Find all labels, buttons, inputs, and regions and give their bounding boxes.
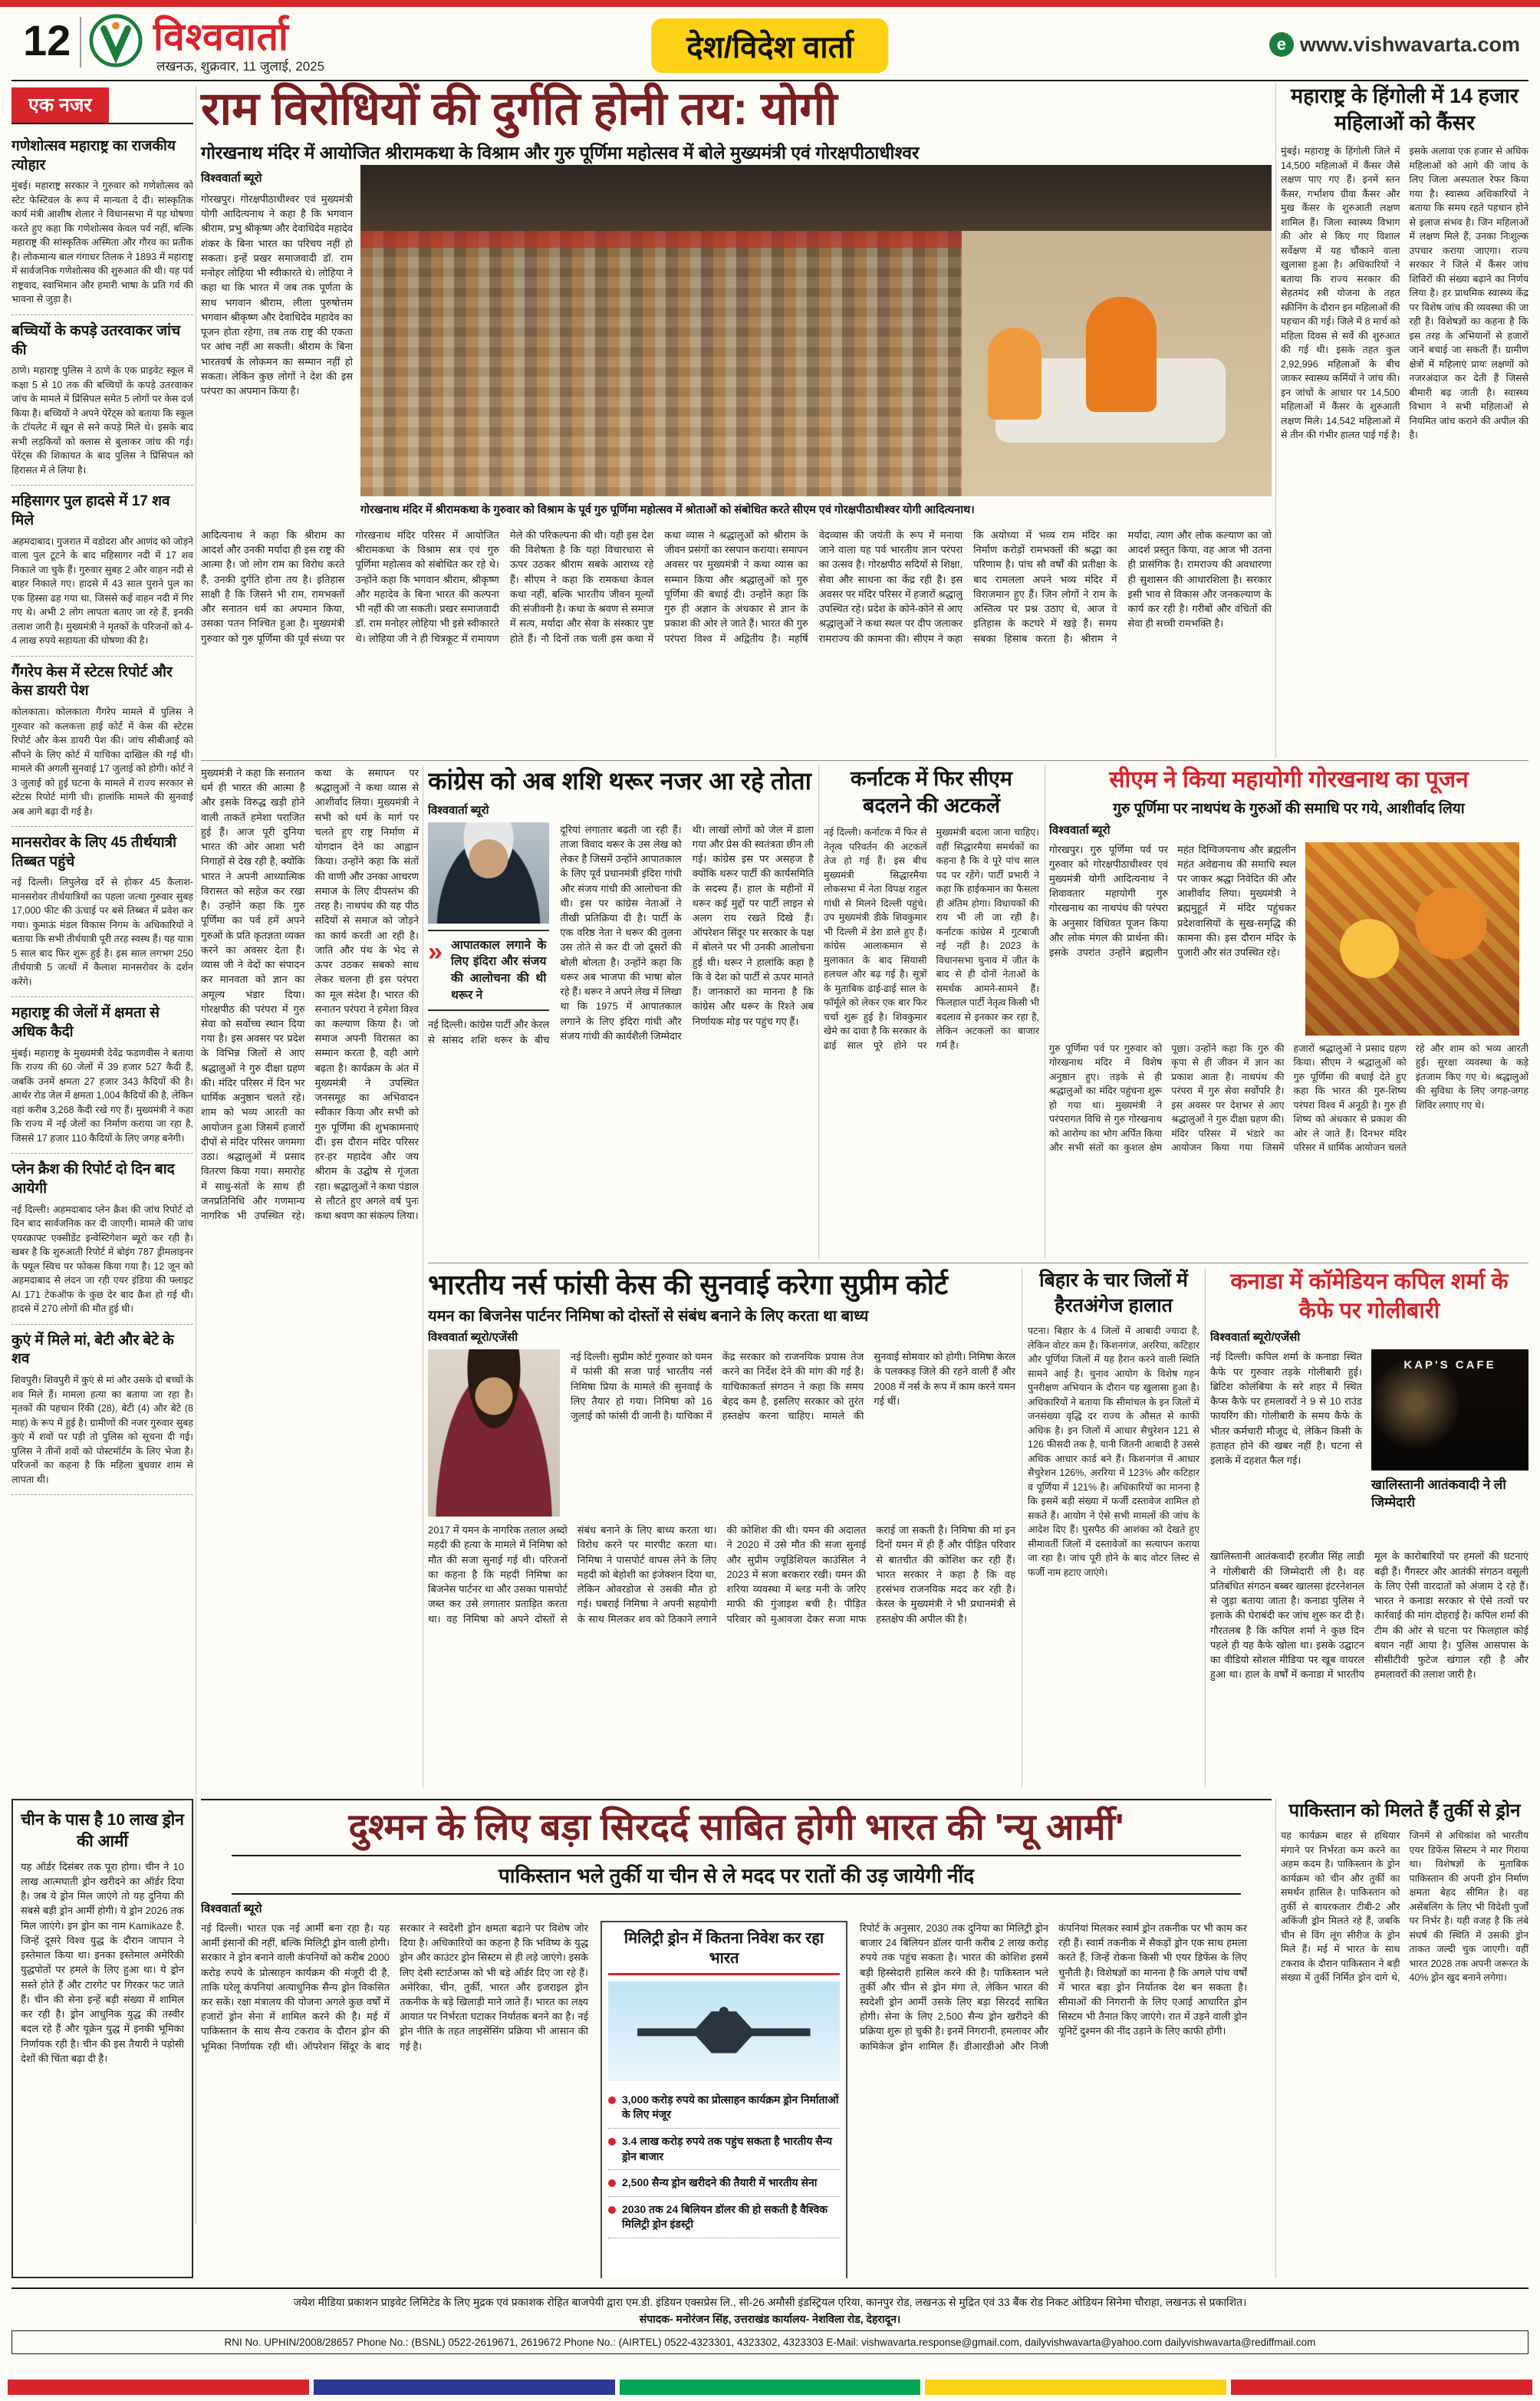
article-headline: कांग्रेस को अब शशि थरूर नजर आ रहे तोता [428,767,811,795]
article-body: 2017 में यमन के नागरिक तलाल अब्दो महदी की हत्या के मामले में निमिषा को मौत की सजा सुनाई गई थी। परिजनों का कहना है कि महदी निमिषा का बिजनेस पार्टनर था और उसका पासपोर्ट जब्त कर उसे लगातार प्रताड़ित करता था। वह निमिषा को अपने दोस्तों से संबंध बनाने के लिए बाध्य करता था। विरोध करने पर मारपीट करता था। निमिषा ने पासपोर्ट वापस लेने के लिए महदी को बेहोशी का इंजेक्शन दिया था, लेकिन ओवरडोज से उसकी मौत हो गई। घबराई निमिषा ने अपनी सहयोगी के साथ मिलकर शव को ठिकाने लगाने की कोशिश की थी। यमन की अदालत ने 2020 में उसे मौत की सजा सुनाई और सुप्रीम ज्यूडिशियल काउंसिल ने 2023 में सजा बरकरार रखी। यमन की शरिया व्यवस्था में ब्लड मनी के जरिए माफी की गुंजाइश बची है। पीड़ित परिवार को मुआवजा देकर सजा माफ कराई जा सकती है। निमिषा की मां इन दिनों यमन में ही हैं और पीड़ित परिवार से बातचीत की कोशिश कर रही हैं। भारत सरकार ने कहा है कि वह हरसंभव राजनयिक मदद कर रही है। केरल के मुख्यमंत्री ने भी प्रधानमंत्री से हस्तक्षेप की अपील की है। [428,1524,1015,1625]
rni-contact-box: RNI No. UPHIN/2008/28657 Phone No.: (BSNL) 0522-2619671, 2619672 Phone No.: (AIRTEL) 0522-4323301, 4323302, 4323303 E-Mail: vishwavarta.response@gmail.com, dailyvishwavarta@yahoo.com dailyvishwavarta@rediffmail.com [12,2330,1528,2354]
photo-saffron-figure [1086,297,1157,412]
article-body: पटना। बिहार के 4 जिलों में आबादी ज्यादा है, लेकिन वोटर कम हैं। किशनगंज, अररिया, कटिहार और पूर्णिया जिलों में यह हैरान करने वाली स्थिति सामने आई है। चुनाव आयोग के विशेष गहन पुनरीक्षण अभियान के दौरान यह खुलासा हुआ है। अधिकारियों ने बताया कि सीमांचल के इन जिलों में जनसंख्या वृद्धि दर राज्य के औसत से काफी अधिक है। इन जिलों में आधार सैचुरेशन 121 से 126 फीसदी तक है, यानी जितनी आबादी है उससे अधिक आधार कार्ड बने हैं। किशनगंज में आधार सैचुरेशन 126%, अररिया में 123% और कटिहार व पूर्णिया में 121% है। अधिकारियों का मानना है कि इसमें बड़ी संख्या में फर्जी दस्तावेज शामिल हो सकते हैं। आयोग ने ऐसे सभी मामलों की जांच के आदेश दिए हैं। घुसपैठ की आशंका को देखते हुए सीमावर्ती जिलों में दस्तावेजों का सत्यापन कराया जा रहा है। जांच पूरी होने के बाद वोटर लिस्ट से फर्जी नाम हटाए जाएंगे। [1028,1326,1199,1578]
article-headline: पाकिस्तान को मिलते हैं तुर्की से ड्रोन [1288,1800,1521,1821]
kapil-article [1210,1268,1528,1787]
article-subheadline: यमन का बिजनेस पार्टनर निमिषा को दोस्तों से संबंध बनाने के लिए करता था बाध्य [428,1308,869,1326]
news-body: नई दिल्ली। लिपुलेख दर्रे से होकर 45 कैलाश-मानसरोवर तीर्थयात्रियों का पहला जत्था गुरुवार सुबह 17,000 फीट की ऊंचाई पर बसे तिब्बत में प्रवेश कर गया। कुमाऊं मंडल विकास निगम के अधिकारियों ने बताया कि सभी तीर्थयात्री पूरी तरह स्वस्थ हैं। यह यात्रा 5 साल बाद फिर शुरू हुई है। इस साल लगभग 250 तीर्थयात्री 5 जत्थों में कैलाश मानसरोवर के दर्शन करेंगे। [12,877,193,987]
section-badge: देश/विदेश वार्ता [651,18,888,73]
sidebar-news-item [12,657,193,827]
article-body-right: रिपोर्ट के अनुसार, 2030 तक दुनिया का मिलिट्री ड्रोन बाजार 24 बिलियन डॉलर यानी करीब 2 लाख करोड़ रुपये तक पहुंच सकता है। भारत की कोशिश इसमें बड़ी हिस्सेदारी हासिल करने की है। पाकिस्तान भले तुर्की और चीन से ड्रोन मंगा ले, लेकिन भारत की स्वदेशी ड्रोन आर्मी उसके लिए बड़ा सिरदर्द साबित होगी। सेना के लिए 2,500 सैन्य ड्रोन खरीदने की प्रक्रिया शुरू हो चुकी है। इनमें निगरानी, हमलावर और कामिकेज ड्रोन शामिल हैं। डीआरडीओ और निजी कंपनियां मिलकर स्वार्म ड्रोन तकनीक पर भी काम कर रही हैं। स्वार्म तकनीक में सैकड़ों ड्रोन एक साथ हमला करते हैं, जिन्हें रोकना किसी भी एयर डिफेंस के लिए चुनौती है। विशेषज्ञों का मानना है कि अगले पांच वर्षों में भारत बड़ा ड्रोन निर्यातक देश बन सकता है। सीमाओं की निगरानी के लिए एआई आधारित ड्रोन सिस्टम भी तैनात किए जाएंगे। रात में उड़ने वाली ड्रोन यूनिटें दुश्मन की नींद उड़ाने के लिए काफी होंगी। [860,1922,1247,2052]
strip-segment [8,2380,309,2395]
masthead: विश्ववार्ता [153,15,289,58]
dateline: लखनऊ, शुक्रवार, 11 जुलाई, 2025 [156,59,325,74]
bullet-icon [608,2096,616,2104]
news-headline: प्लेन क्रैश की रिपोर्ट दो दिन बाद आयेगी [12,1161,175,1197]
sidebar-news-item [12,315,193,486]
lead-subheadline: गोरखनाथ मंदिर में आयोजित श्रीरामकथा के विश्राम और गुरु पूर्णिमा महोत्सव में बोले मुख्यमंत्री एवं गोरक्षपीठाधीश्वर [201,143,920,163]
bihar-article [1028,1268,1199,1787]
strip-segment [1231,2380,1532,2395]
sidebar-title-row [12,87,193,124]
top-color-strip [0,0,1540,7]
article-subheadline: पाकिस्तान भले तुर्की या चीन से ले मदद पर रातों की उड़ जायेगी नींद [232,1855,1241,1895]
nurse-article [428,1268,1015,1787]
article-headline: दुश्मन के लिए बड़ा सिरदर्द साबित होगी भारत की 'न्यू आर्मी' [348,1807,1124,1848]
infographic-stat [608,2197,840,2238]
sidebar-news-item [12,1325,193,1495]
article-body: मुंबई। महाराष्ट्र के हिंगोली जिले में 14,500 महिलाओं में कैंसर जैसे लक्षण पाए गए हैं। इनमें स्तन कैंसर, गर्भाशय ग्रीवा कैंसर और मुख कैंसर के शुरुआती लक्षण शामिल हैं। जिला स्वास्थ्य विभाग की ओर से किए गए विशाल सर्वेक्षण में यह चौंकाने वाला खुलासा हुआ है। अधिकारियों ने बताया कि राज्य सरकार की सेहतमंद स्त्री योजना के तहत स्क्रीनिंग के दौरान इन महिलाओं की पहचान की गई। जिले में 8 मार्च को महिला दिवस से सर्वे की शुरुआत की गई थी। इसके तहत कुल 2,92,996 महिलाओं के बीच जाकर स्वास्थ्य कर्मियों ने जांच की। इन जांचों के आधार पर 14,500 महिलाओं में कैंसर के शुरुआती लक्षण मिले। 14,542 महिलाओं में से तीन की गंभीर हालत पाई गई है। इसके अलावा एक हजार से अधिक महिलाओं को आगे की जांच के लिए जिला अस्पताल रेफर किया गया है। स्वास्थ्य अधिकारियों ने बताया कि समय रहते पहचान होने से इलाज संभव है। जिन महिलाओं में लक्षण मिले हैं, उनका निःशुल्क उपचार कराया जाएगा। राज्य सरकार ने जिले में कैंसर जांच शिविरों की संख्या बढ़ाने का निर्णय लिया है। हर प्राथमिक स्वास्थ्य केंद्र पर विशेष जांच की व्यवस्था की जा रही है। विशेषज्ञों का कहना है कि इस तरह के अभियानों से हजारों जानें बचाई जा सकती हैं। ग्रामीण क्षेत्रों में महिलाएं प्रायः लक्षणों को नजरअंदाज कर देती हैं जिससे बीमारी बढ़ जाती है। स्वास्थ्य विभाग ने सभी महिलाओं से नियमित जांच कराने की अपील की है। [1281,146,1528,441]
lead-intro: गोरखपुर। गोरक्षपीठाधीश्वर एवं मुख्यमंत्री योगी आदित्यनाथ ने कहा है कि भगवान श्रीराम, प्रभु श्रीकृष्ण और देवाधिदेव महादेव शंकर के बिना भारत का परिचय नहीं हो सकता। इन्हें प्रखर समाजवादी डॉ. राम मनोहर लोहिया भी स्वीकारते थे। लोहिया ने कहा था कि भारत में जब तक पूर्णता के साथ भगवान श्रीराम, लीला पुरुषोत्तम भगवान श्रीकृष्ण और देवाधिदेव महादेव का पूजन होता रहेगा, तब तक राष्ट्र की एकता पर आंच नहीं आ सकती। श्रीराम के बिना भारतवर्ष के लोकमन का सम्मान नहीं हो सकता। लेकिन कुछ लोगों ने देश की इस परंपरा का अपमान किया है। [201,193,353,397]
drone-image [608,1981,840,2081]
article-intro: नई दिल्ली। कपिल शर्मा के कनाडा स्थित कैफे पर गुरुवार तड़के गोलीबारी हुई। ब्रिटिश कोलंबिया के सरे शहर में स्थित कैप्स कैफे पर हमलावरों ने 9 से 10 राउंड फायरिंग की। गोलीबारी के समय कैफे के भीतर कर्मचारी मौजूद थे, लेकिन किसी के हताहत होने की खबर नहीं है। घटना से इलाके में दहशत फैल गई। [1210,1351,1362,1467]
divider [80,17,81,68]
article-headline: कनाडा में कॉमेडियन कपिल शर्मा के कैफे पर गोलीबारी [1230,1270,1509,1323]
byline: विश्ववार्ता ब्यूरो [1049,823,1111,837]
lead-photo [360,165,1272,496]
byline: विश्ववार्ता ब्यूरो [428,803,489,817]
infographic-stat [608,2129,840,2170]
editor-line: संपादक- मनोरंजन सिंह, उत्तराखंड कार्यालय- नेशविला रोड, देहरादून। [639,2313,901,2325]
article-subheadline: गुरु पूर्णिमा पर नाथपंथ के गुरुओं की समाधि पर गये, आशीर्वाद लिया [1113,800,1465,817]
news-body: मुंबई। महाराष्ट्र के मुख्यमंत्री देवेंद्र फडणवीस ने बताया कि राज्य की 60 जेलों में 39 हजार 527 कैदी हैं, जबकि उनमें क्षमता 27 हजार 343 कैदियों की है। आर्थर रोड जेल में क्षमता 1,004 कैदियों की है, लेकिन वहां करीब 3,268 कैदी रखे गए हैं। मुख्यमंत्री ने कहा कि राज्य में नई जेलों का निर्माण कराया जा रहा है, जिससे 17 हजार 110 कैदियों के लिए जगह बनेगी। [12,1047,193,1144]
stat-text: 2,500 सैन्य ड्रोन खरीदने की तैयारी में भारतीय सेना [622,2176,818,2189]
pull-quote-text: » आपातकाल लगाने के लिए इंदिरा और संजय की आलोचना की थी थरूर ने [451,938,547,1002]
nurse-photo [428,1349,560,1517]
article-body: खालिस्तानी आतंकवादी हरजीत सिंह लाडी ने गोलीबारी की जिम्मेदारी ली है। वह प्रतिबंधित संगठन बब्बर खालसा इंटरनेशनल से जुड़ा बताया जाता है। कनाडा पुलिस ने इलाके की घेराबंदी कर जांच शुरू कर दी है। गौरतलब है कि कपिल शर्मा ने कुछ दिन पहले ही यह कैफे खोला था। इसके उद्घाटन का वीडियो सोशल मीडिया पर खूब वायरल हुआ था। हाल के वर्षों में कनाडा में भारतीय मूल के कारोबारियों पर हमलों की घटनाएं बढ़ी हैं। गैंगस्टर और आतंकी संगठन वसूली के लिए ऐसी वारदातों को अंजाम दे रहे हैं। भारत ने कनाडा सरकार से ऐसे तत्वों पर कार्रवाई की मांग दोहराई है। कपिल शर्मा की टीम की ओर से घटना पर फिलहाल कोई बयान नहीं आया है। पुलिस आसपास के सीसीटीवी फुटेज खंगाल रही है और हमलावरों की तलाश जारी है। [1210,1550,1528,1681]
drone-infographic [601,1921,847,2278]
page-number: 12 [23,16,71,64]
stat-text: 3,000 करोड़ रुपये का प्रोत्साहन कार्यक्रम ड्रोन निर्माताओं के लिए मंजूर [622,2093,839,2121]
article-intro: नई दिल्ली। सुप्रीम कोर्ट गुरुवार को यमन में फांसी की सजा पाई भारतीय नर्स निमिषा प्रिया के मामले की सुनवाई के लिए तैयार हो गया। निमिषा को 16 जुलाई को फांसी दी जानी है। याचिका में केंद्र सरकार को राजनयिक प्रयास तेज करने का निर्देश देने की मांग की गई है। याचिकाकर्ता संगठन ने कहा कि समय बेहद कम है, इसलिए सरकार को तुरंत हस्तक्षेप करना चाहिए। मामले की सुनवाई सोमवार को होगी। निमिषा केरल के पलक्कड़ जिले की रहने वाली हैं और 2008 में नर्स के रूप में काम करने यमन गई थीं। [571,1351,1015,1422]
bullet-icon [608,2179,616,2187]
article-body-left: नई दिल्ली। भारत एक नई आर्मी बना रहा है। यह आर्मी इंसानों की नहीं, बल्कि मिलिट्री ड्रोन वाली होगी। सरकार ने ड्रोन बनाने वाली कंपनियों को करीब 2000 करोड़ रुपये के प्रोत्साहन कार्यक्रम की मंजूरी दी है, ताकि घरेलू कंपनियां अत्याधुनिक सैन्य ड्रोन विकसित कर सकें। रक्षा मंत्रालय की योजना अगले कुछ वर्षों में हजारों ड्रोन सेना में शामिल करने की है। मई में पाकिस्तान के साथ सैन्य टकराव के दौरान ड्रोन की भूमिका निर्णायक रही थी। ऑपरेशन सिंदूर के बाद सरकार ने स्वदेशी ड्रोन क्षमता बढ़ाने पर विशेष जोर दिया है। अधिकारियों का कहना है कि भविष्य के युद्ध ड्रोन और काउंटर ड्रोन सिस्टम से ही लड़े जाएंगे। इसके लिए देसी स्टार्टअप्स को भी बड़े ऑर्डर दिए जा रहे हैं। अमेरिका, चीन, तुर्की, भारत और इजराइल ड्रोन तकनीक के बड़े खिलाड़ी माने जाते हैं। भारत का लक्ष्य आयात पर निर्भरता घटाकर निर्यातक बनने का है। नई ड्रोन नीति के तहत लाइसेंसिंग प्रक्रिया भी आसान की गई है। [201,1922,588,2052]
cafe-sign-text: KAP'S CAFE [1403,1359,1496,1372]
pull-quote [428,930,549,1012]
infographic-title: मिलिट्री ड्रोन में कितना निवेश कर रहा भारत [608,1928,840,1975]
news-body: शिवपुरी। शिवपुरी में कुएं से मां और उसके दो बच्चों के शव मिले हैं। मामला हत्या का बताया जा रहा है। मृतकों की पहचान रिंकी (28), बेटी (4) और बेटे (8 माह) के रूप में हुई है। ग्रामीणों की नजर गुरुवार सुबह कुएं में शवों पर पड़ी तो पुलिस को सूचना दी गई। पुलिस ने तीनों शवों को पोस्टमॉर्टम के लिए भेजा है। परिजनों का कहना है कि महिला बुधवार शाम से लापता थी। [12,1375,193,1485]
bullet-icon [608,2206,616,2214]
divider [201,760,1528,761]
news-body: अहमदाबाद। गुजरात में वडोदरा और आणंद को जोड़ने वाला पुल टूटने के बाद महिसागर नदी में 17 शव निकाले जा चुके हैं। गुरुवार सुबह 2 और वाहन नदी से बाहर निकाले गए। हादसे में 43 साल पुराने पुल का एक हिस्सा ढह गया था, जिससे कई वाहन नदी में गिर गए थे। अभी 2 लोग लापता बताए जा रहे हैं, इनकी तलाश जारी है। मुख्यमंत्री ने मृतकों के परिजनों को 4-4 लाख रुपये सहायता की घोषणा की है। [12,535,193,647]
tharoor-article [428,766,814,1258]
article-headline: चीन के पास है 10 लाख ड्रोन की आर्मी [21,1811,184,1851]
sidebar-news-item [12,827,193,997]
sub-story-headline: खालिस्तानी आतंकवादी ने ली जिम्मेदारी [1371,1477,1506,1510]
byline: विश्ववार्ता ब्यूरो [201,172,262,185]
lead-headline: राम विरोधियों की दुर्गति होनी तय: योगी [201,83,837,134]
strip-segment [314,2380,615,2395]
website-link[interactable] [1269,32,1520,57]
photo-canopy [360,165,1272,231]
news-headline: मानसरोवर के लिए 45 तीर्थयात्री तिब्बत पहुंचे [12,835,177,870]
lead-body-continued: मुख्यमंत्री ने कहा कि सनातन धर्म ही भारत की आत्मा है और इसके विरुद्ध खड़ी होने वाली ताकतें हमेशा पराजित हुई हैं। आज पूरी दुनिया भारत की ओर आशा भरी निगाहों से देख रही है, क्योंकि भारत ने अपनी आध्यात्मिक विरासत को सहेज कर रखा है। उन्होंने कहा कि गुरु पूर्णिमा का पर्व हमें अपने गुरुओं के प्रति कृतज्ञता व्यक्त करने का अवसर देता है। व्यास जी ने वेदों का संपादन कर मानवता को ज्ञान का अमूल्य भंडार दिया। गोरक्षपीठ की परंपरा में गुरु सेवा को सर्वोच्च स्थान दिया गया है। इस अवसर पर प्रदेश के विभिन्न जिलों से आए श्रद्धालुओं ने गुरु दीक्षा ग्रहण की। मंदिर परिसर में दिन भर धार्मिक अनुष्ठान चलते रहे। शाम को भव्य आरती का आयोजन हुआ जिसमें हजारों दीपों से मंदिर परिसर जगमगा उठा। श्रद्धालुओं में प्रसाद वितरण किया गया। समारोह में साधु-संतों के साथ ही जनप्रतिनिधि और गणमान्य नागरिक भी उपस्थित रहे। कथा के समापन पर श्रद्धालुओं ने कथा व्यास से आशीर्वाद लिया। मुख्यमंत्री ने सभी को धर्म के मार्ग पर चलते हुए राष्ट्र निर्माण में योगदान देने का आह्वान किया। उन्होंने कहा कि संतों की वाणी और उनका आचरण समाज के लिए दीपस्तंभ की तरह है। नाथपंथ की यह पीठ सदियों से समाज को जोड़ने का कार्य करती आ रही है। जाति और पंथ के भेद से ऊपर उठकर सबको साथ लेकर चलना ही इस परंपरा का मूल संदेश है। भारत की सनातन परंपरा ने हमेशा विश्व का कल्याण किया है। जो समाज अपनी विरासत का सम्मान करता है, वही आगे बढ़ता है। कार्यक्रम के अंत में मुख्यमंत्री ने उपस्थित जनसमूह का अभिवादन स्वीकार किया और सभी को गुरु पूर्णिमा की शुभकामनाएं दीं। इस दौरान मंदिर परिसर हर-हर महादेव और जय श्रीराम के उद्घोष से गूंजता रहा। श्रद्धालुओं ने कथा पंडाल से लौटते हुए अगले वर्ष पुनः कथा श्रवण का संकल्प लिया। [201,767,419,1222]
article-body: नई दिल्ली। कांग्रेस पार्टी और केरल से सांसद शशि थरूर के बीच दूरियां लगातार बढ़ती जा रही हैं। ताजा विवाद थरूर के उस लेख को लेकर है जिसमें उन्होंने आपातकाल के लिए पूर्व प्रधानमंत्री इंदिरा गांधी और संजय गांधी की आलोचना की थी। इस पर कांग्रेस नेताओं ने तीखी प्रतिक्रिया दी है। पार्टी के एक वरिष्ठ नेता ने थरूर की तुलना उस तोते से कर दी जो दूसरों की बोली बोलता है। उन्होंने कहा कि थरूर अब भाजपा की भाषा बोल रहे हैं। थरूर ने अपने लेख में लिखा था कि 1975 में आपातकाल लगाने के लिए इंदिरा गांधी और संजय गांधी की कार्यशैली जिम्मेदार थी। लाखों लोगों को जेल में डाला गया और प्रेस की स्वतंत्रता छीन ली गई। कांग्रेस इस पर असहज है क्योंकि थरूर पार्टी की कार्यसमिति के सदस्य हैं। हाल के महीनों में थरूर कई मुद्दों पर पार्टी लाइन से अलग राय रखते दिखे हैं। ऑपरेशन सिंदूर पर सरकार के पक्ष में बोलने पर भी उनकी आलोचना हुई थी। थरूर ने हालांकि कहा है कि वे देश को पार्टी से ऊपर मानते हैं। जानकारों का मानना है कि कांग्रेस और थरूर के रिश्ते अब निर्णायक मोड़ पर पहुंच गए हैं। [428,823,814,1046]
stat-text: 3.4 लाख करोड़ रुपये तक पहुंच सकता है भारतीय सैन्य ड्रोन बाजार [622,2134,832,2162]
china-drone-article [12,1799,193,2278]
article-media-row [1049,842,1528,1036]
article-body: यह कार्यक्रम बाहर से हथियार मंगाने पर निर्भरता कम करने का अहम कदम है। पाकिस्तान के ड्रोन कार्यक्रम को चीन और तुर्की का समर्थन हासिल है। पाकिस्तान को तुर्की से बायरकतार टीबी-2 और अकिंजी ड्रोन मिलते रहे हैं, जबकि चीन से विंग लूंग सीरीज के ड्रोन मिले हैं। मई में भारत के साथ टकराव के दौरान पाकिस्तान ने बड़ी संख्या में तुर्की निर्मित ड्रोन दागे थे, जिनमें से अधिकांश को भारतीय एयर डिफेंस सिस्टम ने मार गिराया था। विशेषज्ञों के मुताबिक पाकिस्तान की अपनी ड्रोन निर्माण क्षमता बेहद सीमित है। वह असेंबलिंग के लिए भी विदेशी पुर्जों पर निर्भर है। यही वजह है कि लंबे संघर्ष की स्थिति में उसकी ड्रोन ताकत जल्दी चुक जाएगी। वहीं भारत 2028 तक अपनी जरूरत के 40% ड्रोन खुद बनाने लगेगा। [1281,1830,1528,1984]
lead-body: आदित्यनाथ ने कहा कि श्रीराम का आदर्श और उनकी मर्यादा ही इस राष्ट्र की आत्मा है। जो लोग राम का विरोध करते हैं, उनकी दुर्गति होना तय है। इतिहास साक्षी है कि जिसने भी राम, रामभक्तों और सनातन धर्म का अपमान किया, उसका पतन निश्चित हुआ है। मुख्यमंत्री गुरुवार को गुरु पूर्णिमा की पूर्व संध्या पर गोरखनाथ मंदिर परिसर में आयोजित श्रीरामकथा के विश्राम सत्र एवं गुरु पूर्णिमा महोत्सव को संबोधित कर रहे थे। उन्होंने कहा कि भगवान श्रीराम, श्रीकृष्ण और महादेव के बिना भारत की कल्पना भी नहीं की जा सकती। प्रखर समाजवादी डॉ. राम मनोहर लोहिया भी इसे स्वीकारते थे। लोहिया जी ने ही चित्रकूट में रामायण मेले की परिकल्पना की थी। यही इस देश की विशेषता है कि यहां विचारधारा से ऊपर उठकर श्रीराम सबके आराध्य रहे हैं। सीएम ने कहा कि रामकथा केवल कथा नहीं, बल्कि भारतीय जीवन मूल्यों की संजीवनी है। कथा के श्रवण से समाज में सत्य, मर्यादा और सेवा के संस्कार पुष्ट होते हैं। नौ दिनों तक चली इस कथा में कथा व्यास ने श्रद्धालुओं को श्रीराम के जीवन प्रसंगों का रसपान कराया। समापन अवसर पर मुख्यमंत्री ने कथा व्यास का सम्मान किया और श्रद्धालुओं को गुरु पूर्णिमा की बधाई दी। उन्होंने कहा कि गुरु ही अज्ञान के अंधकार से ज्ञान के प्रकाश की ओर ले जाते हैं। भारत की गुरु परंपरा विश्व में अद्वितीय है। महर्षि वेदव्यास की जयंती के रूप में मनाया जाने वाला यह पर्व भारतीय ज्ञान परंपरा का उत्सव है। गोरक्षपीठ सदियों से शिक्षा, सेवा और साधना का केंद्र रही है। इस अवसर पर मंदिर परिसर में हजारों श्रद्धालु उपस्थित रहे। प्रदेश के कोने-कोने से आए श्रद्धालुओं ने कथा स्थल पर दीप जलाकर रामराज्य की कामना की। सीएम ने कहा कि अयोध्या में भव्य राम मंदिर का निर्माण करोड़ों रामभक्तों की श्रद्धा का परिणाम है। पांच सौ वर्षों की प्रतीक्षा के बाद रामलला अपने भव्य मंदिर में विराजमान हुए हैं। जिन लोगों ने राम के अस्तित्व पर प्रश्न उठाए थे, आज वे इतिहास के कटघरे में खड़े हैं। समय सबका हिसाब करता है। श्रीराम ने मर्यादा, त्याग और लोक कल्याण का जो आदर्श प्रस्तुत किया, वह आज भी उतना ही प्रासंगिक है। रामराज्य की अवधारणा ही सुशासन की आधारशिला है। सरकार इसी भाव से विकास और जनकल्याण के कार्य कर रही है। गरीबों और वंचितों की सेवा ही सच्ची रामभक्ति है। [201,529,1272,644]
news-body: मुंबई। महाराष्ट्र सरकार ने गुरुवार को गणेशोत्सव को स्टेट फेस्टिवल के रूप में मान्यता दे दी। सांस्कृतिक कार्य मंत्री आशीष शेलार ने विधानसभा में यह घोषणा करते हुए कहा कि गणेशोत्सव केवल पर्व नहीं, बल्कि महाराष्ट्र की सांस्कृतिक अस्मिता और गौरव का प्रतीक है। लोकमान्य बाल गंगाधर तिलक ने 1893 में महाराष्ट्र में सार्वजनिक गणेशोत्सव की शुरुआत की थी। यह पर्व राष्ट्रवाद, स्वाभिमान और हमारी भाषा के प्रति गर्व की भावना से जुड़ा है। [12,180,193,305]
strip-segment [620,2380,921,2395]
news-body: कोलकाता। कोलकाता गैंगरेप मामले में पुलिस ने गुरुवार को कलकत्ता हाई कोर्ट में केस की स्टेटस रिपोर्ट और केस डायरी पेश की। जांच सीबीआई को सौंपने के लिए कोर्ट में याचिका दाखिल की गई थी। मामले की अगली सुनवाई 17 जुलाई को होगी। कोर्ट ने 3 जुलाई को हुई घटना के मामले में राज्य सरकार से स्टेटस रिपोर्ट मांगी थी। हालांकि मामले की सुनवाई अब आगे बढ़ा दी गई है। [12,706,193,817]
publisher-line: जयेश मीडिया प्रकाशन प्राइवेट लिमिटेड के लिए मुद्रक एवं प्रकाशक रोहित बाजपेयी द्वारा एम.डी. इंडियन एक्सप्रेस लि., सी-26 अमौसी इंडस्ट्रियल एरिया, कानपुर रोड, लखनऊ से मुद्रित एवं 33 बैंक रोड निकट ओडियन सिनेमा चौराहा, लखनऊ से प्रकाशित। [293,2296,1247,2308]
news-headline: गैंगरेप केस में स्टेटस रिपोर्ट और केस डायरी पेश [12,664,173,700]
ek-nazar-sidebar [12,87,193,1789]
byline: विश्ववार्ता ब्यूरो [201,1902,262,1915]
website-url: www.vishwavarta.com [1299,32,1520,56]
vishwavarta-logo-icon [89,14,143,68]
article-media-col [1371,1349,1528,1543]
sidebar-news-item [12,997,193,1154]
article-body: नई दिल्ली। कर्नाटक में फिर से नेतृत्व परिवर्तन की अटकलें तेज हो गई हैं। इस बीच मुख्यमंत्री सिद्धारमैया लोकसभा में नेता विपक्ष राहुल गांधी से मिलने दिल्ली पहुंचे। उप मुख्यमंत्री डीके शिवकुमार भी दिल्ली में डेरा डाले हुए हैं। कांग्रेस आलाकमान से मुलाकात के बाद सियासी हलचल और बढ़ गई है। सूत्रों के मुताबिक ढाई-ढाई साल के फॉर्मूले को लेकर एक बार फिर चर्चा शुरू हुई है। शिवकुमार खेमे का दावा है कि सरकार के ढाई साल पूरे होने पर मुख्यमंत्री बदला जाना चाहिए। वहीं सिद्धारमैया समर्थकों का कहना है कि वे पूरे पांच साल पद पर रहेंगे। पार्टी प्रभारी ने कहा कि हाईकमान का फैसला ही अंतिम होगा। विधायकों की राय भी ली जा रही है। कर्नाटक कांग्रेस में गुटबाजी नई नहीं है। 2023 के विधानसभा चुनाव में जीत के बाद से ही दोनों नेताओं के समर्थक आमने-सामने हैं। फिलहाल पार्टी नेतृत्व किसी भी बदलाव से इनकार कर रहा है, लेकिन अटकलों का बाजार गर्म है। [824,827,1039,1051]
article-content-row [201,1921,1272,2278]
byline: विश्ववार्ता ब्यूरो/एजेंसी [428,1331,518,1345]
article-headline: बिहार के चार जिलों में हैरतअंगेज हालात [1039,1270,1188,1316]
divider [12,80,1528,81]
divider [1275,83,1276,758]
strip-segment [925,2380,1226,2395]
cafe-photo [1371,1349,1528,1471]
news-headline: बच्चियों के कपड़े उतरवाकर जांच की [12,322,181,358]
infographic-stat [608,2170,840,2197]
globe-icon [1269,32,1294,57]
article-intro: गोरखपुर। गुरु पूर्णिमा पर्व पर गुरुवार को गोरक्षपीठाधीश्वर एवं मुख्यमंत्री योगी आदित्यनाथ ने शिवावतार महायोगी गुरु गोरखनाथ का नाथपंथ की परंपरा के अनुसार विधिवत पूजन किया और लोक मंगल की प्रार्थना की। इसके उपरांत उन्होंने ब्रह्मलीन महंत दिग्विजयनाथ और ब्रह्मलीन महंत अवेद्यनाथ की समाधि स्थल पर जाकर श्रद्धा निवेदित की और आशीर्वाद लिया। मुख्यमंत्री ने ब्रह्ममुहूर्त में मंदिर पहुंचकर प्रदेशवासियों के सुख-समृद्धि की कामना की। इस दौरान मंदिर के पुजारी और संत उपस्थित रहे। [1049,843,1296,959]
karnataka-article [824,766,1039,1258]
news-body: ठाणे। महाराष्ट्र पुलिस ने ठाणे के एक प्राइवेट स्कूल में कक्षा 5 से 10 तक की बच्चियों के कपड़े उतरवाकर जांच के मामले में प्र‍िंसिपल समेत 5 लोगों पर केस दर्ज किया है। बच्चियों ने अपने पेरेंट्स को बताया कि स्कूल के टॉयलेट में खून से सने कपड़े मिले थे। इसके बाद सभी लड़कियों को क्लास से बुलाकर जांच की गई। पेरेंट्स की शिकायत के बाद पुलिस ने प्रिंसिपल को हिरासत में ले लिया है। [12,365,193,476]
cancer-article [1281,83,1528,758]
photo-saffron-figure [988,328,1041,420]
sidebar-news-item [12,130,193,315]
drone-icon [631,1998,817,2066]
bottom-color-strip [8,2380,1532,2395]
divider [818,766,819,1258]
bullet-icon [608,2138,616,2146]
article-headline: भारतीय नर्स फांसी केस की सुनवाई करेगा सुप्रीम कोर्ट [428,1269,949,1300]
article-headline: सीएम ने किया महायोगी गोरखनाथ का पूजन [1109,767,1469,792]
drone-army-article [201,1799,1272,2278]
article-headline: कर्नाटक में फिर सीएम बदलने की अटकलें [851,767,1012,818]
sidebar-news-item [12,486,193,656]
article-body: यह ऑर्डर दिसंबर तक पूरा होगा। चीन ने 10 लाख आत्मघाती ड्रोन खरीदने का ऑर्डर दिया है। जब ये ड्रोन मिल जाएंगे तो यह दुनिया की सबसे बड़ी ड्रोन आर्मी होगी। ये ड्रोन 2026 तक मिल जाएंगे। इन ड्रोन का नाम Kamikaze है, जिन्हें दूसरे विश्व युद्ध के दौरान जापान ने इस्तेमाल किया था। इनका इस्तेमाल अमेरिकी युद्धपोतों पर हमले के लिए हुआ था। ये ड्रोन सस्ते होते हैं और टारगेट पर गिरकर फट जाते हैं। चीन की सेना इन्हें बड़ी संख्या में शामिल कर रही है। ड्रोन आधुनिक युद्ध की तस्वीर बदल रहे हैं और यूक्रेन युद्ध में इनकी भूमिका निर्णायक रही है। चीन की इस तैयारी ने पड़ोसी देशों की चिंता बढ़ा दी है। [21,1860,184,2064]
pujan-photo [1305,842,1519,1036]
sidebar-title: एक नजर [12,87,109,123]
news-body: नई दिल्ली। अहमदाबाद प्लेन क्रैश की जांच रिपोर्ट दो दिन बाद सार्वजनिक कर दी जाएगी। मामले की जांच एयरक्राफ्ट एक्सीडेंट इन्वेस्टिगेशन ब्यूरो कर रही है। खबर है कि शुरुआती रिपोर्ट में बोइंग 787 ड्रीमलाइनर के फ्यूल स्विच पर फोकस किया गया है। 12 जून को अहमदाबाद से लंदन जा रही एयर इंडिया की फ्लाइट AI 171 टेकऑफ के कुछ देर बाद क्रैश हो गई थी। हादसे में 270 लोगों की मौत हुई थी। [12,1204,193,1315]
lead-photo-caption: गोरखनाथ मंदिर में श्रीरामकथा के गुरुवार को विश्राम के पूर्व गुरु पूर्णिमा महोत्सव में श्रोताओं को संबोधित करते सीएम एवं गोरक्षपीठाधीश्वर योगी आदित्यनाथ। [360,504,975,516]
article-headline: महाराष्ट्र के हिंगोली में 14 हजार महिलाओं को कैंसर [1291,84,1519,135]
article-body: गुरु पूर्णिमा पर्व पर गुरुवार को गोरखनाथ मंदिर में विशेष अनुष्ठान हुए। तड़के से ही श्रद्धालुओं का मंदिर पहुंचना शुरू हो गया था। मुख्यमंत्री ने परंपरागत विधि से गुरु गोरखनाथ को आरोग्य का भोग अर्पित किया और सभी संतों का कुशल क्षेम पूछा। उन्होंने कहा कि गुरु की कृपा से ही जीवन में ज्ञान का प्रकाश आता है। नाथपंथ की परंपरा में गुरु सेवा सर्वोपरि है। इस अवसर पर देशभर से आए श्रद्धालुओं ने गुरु दीक्षा ग्रहण की। मंदिर परिसर में भंडारे का आयोजन किया गया जिसमें हजारों श्रद्धालुओं ने प्रसाद ग्रहण किया। सीएम ने श्रद्धालुओं को गुरु पूर्णिमा की बधाई देते हुए कहा कि भारत की गुरु-शिष्य परंपरा विश्व में अनूठी है। गुरु ही शिष्य को अंधकार से प्रकाश की ओर ले जाते हैं। दिनभर मंदिर परिसर में धार्मिक आयोजन चलते रहे और शाम को भव्य आरती हुई। सुरक्षा व्यवस्था के कड़े इंतजाम किए गए थे। श्रद्धालुओं की सुविधा के लिए जगह-जगह शिविर लगाए गए थे। [1049,1042,1528,1153]
sidebar-news-item [12,1154,193,1324]
stat-text: 2030 तक 24 बिलियन डॉलर की हो सकती है वैश्विक मिलिट्री ड्रोन इंडस्ट्री [622,2202,828,2231]
article-media-row [428,1349,1015,1517]
infographic-stat [608,2087,840,2129]
article-media-row [1210,1349,1528,1543]
byline: विश्ववार्ता ब्यूरो/एजेंसी [1210,1331,1301,1345]
article-body-columns [428,822,814,1217]
news-headline: महाराष्ट्र की जेलों में क्षमता से अधिक कैदी [12,1005,160,1041]
news-headline: गणेशोत्सव महाराष्ट्र का राजकीय त्योहार [12,138,176,173]
news-headline: महिसागर पुल हादसे में 17 शव मिले [12,493,170,529]
tharoor-photo [428,822,549,924]
divider [1275,1799,1276,2278]
pujan-article [1049,766,1528,1258]
divider [1205,1268,1206,1787]
news-headline: कुएं में मिले मां, बेटी और बेटे के शव [12,1332,174,1368]
pakistan-drone-article [1281,1799,1528,2278]
divider [12,2287,1528,2289]
